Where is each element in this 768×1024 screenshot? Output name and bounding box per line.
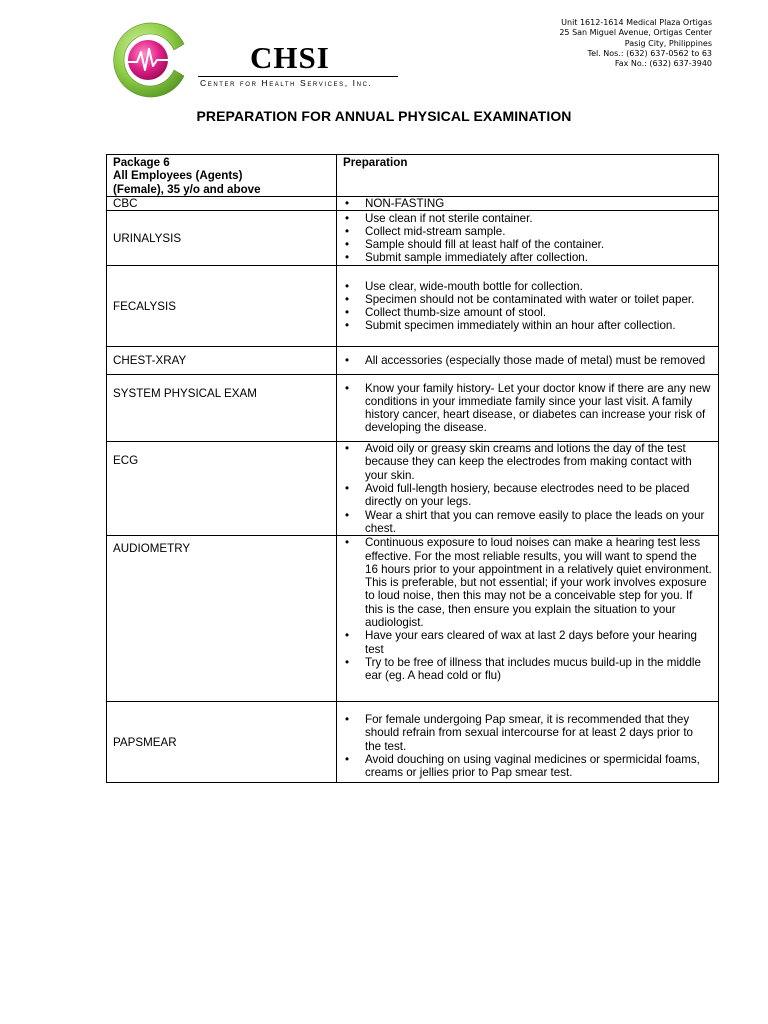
test-name: PAPSMEAR — [107, 702, 337, 783]
table-row — [107, 536, 719, 702]
table-row — [107, 347, 719, 375]
preparation-table — [106, 154, 719, 783]
table-row — [107, 196, 719, 210]
preparation-cell — [337, 266, 719, 347]
list-item: • Avoid full-length hosiery, because electrodes need to be placed directly on your legs. — [343, 482, 712, 509]
address-line: 25 San Miguel Avenue, Ortigas Center — [559, 28, 712, 38]
test-name: SYSTEM PHYSICAL EXAM — [107, 375, 337, 442]
list-item: • Continuous exposure to loud noises can make a hearing test less effective. For the most reliable results, you will want to spend the 16 hours prior to your appointment in a relatively quiet environment. This is preferable, but not essential; if your work involves exposure to loud noise, then this may not be a conceivable step for you. If this is the case, then ensure you explain the situation to your audiologist. — [343, 536, 712, 629]
table-row — [107, 442, 719, 536]
preparation-header: Preparation — [337, 155, 719, 197]
preparation-cell — [337, 536, 719, 702]
package-criteria: (Female), 35 y/o and above — [113, 182, 261, 196]
brand-subtitle: Center for Health Services, Inc. — [200, 78, 373, 88]
company-address — [559, 18, 712, 69]
list-item: • Collect mid-stream sample. — [343, 225, 712, 238]
test-name: CHEST-XRAY — [107, 347, 337, 375]
brand-divider — [198, 76, 398, 77]
preparation-cell — [337, 347, 719, 375]
list-item: • Know your family history- Let your doctor know if there are any new conditions in your immediate family since your last visit. A family history cancer, heart disease, or diabetes can increase your risk of developing the disease. — [343, 382, 712, 435]
test-name: AUDIOMETRY — [107, 536, 337, 702]
preparation-cell — [337, 375, 719, 442]
list-item: • Sample should fill at least half of the container. — [343, 238, 712, 251]
test-name: URINALYSIS — [107, 211, 337, 266]
fax-line: Fax No.: (632) 637-3940 — [614, 59, 712, 69]
list-item: • NON-FASTING — [343, 197, 712, 210]
list-item: • Submit sample immediately after collection. — [343, 251, 712, 264]
table-row — [107, 702, 719, 783]
list-item: • Wear a shirt that you can remove easily to place the leads on your chest. — [343, 509, 712, 536]
test-name: FECALYSIS — [107, 266, 337, 347]
preparation-cell — [337, 442, 719, 536]
table-row — [107, 266, 719, 347]
table-header-row — [107, 155, 719, 197]
tel-line: Tel. Nos.: (632) 637-0562 to 63 — [587, 48, 712, 58]
table-row — [107, 211, 719, 266]
test-name: ECG — [107, 442, 337, 536]
address-line: Pasig City, Philippines — [624, 38, 712, 48]
table-row — [107, 375, 719, 442]
preparation-cell — [337, 211, 719, 266]
list-item: • Submit specimen immediately within an hour after collection. — [343, 319, 712, 332]
package-audience: All Employees (Agents) — [113, 169, 243, 183]
list-item: • Collect thumb-size amount of stool. — [343, 306, 712, 319]
list-item: • Avoid oily or greasy skin creams and lotions the day of the test because they can keep the electrodes from making contact with your skin. — [343, 442, 712, 482]
list-item: • Have your ears cleared of wax at last 2 days before your hearing test — [343, 629, 712, 656]
test-name: CBC — [107, 196, 337, 210]
list-item: • For female undergoing Pap smear, it is recommended that they should refrain from sexual intercourse for at least 2 days prior to the test. — [343, 713, 712, 753]
brand-name: CHSI — [250, 40, 330, 75]
list-item: • Specimen should not be contaminated with water or toilet paper. — [343, 293, 712, 306]
address-line: Unit 1612-1614 Medical Plaza Ortigas — [561, 18, 712, 27]
company-logo — [104, 22, 404, 98]
list-item: • All accessories (especially those made of metal) must be removed — [343, 354, 712, 367]
list-item: • Avoid douching on using vaginal medicines or spermicidal foams, creams or jellies prior to Pap smear test. — [343, 753, 712, 780]
document-title: PREPARATION FOR ANNUAL PHYSICAL EXAMINATION — [196, 108, 572, 124]
package-header — [107, 155, 337, 197]
preparation-cell — [337, 702, 719, 783]
list-item: • Use clear, wide-mouth bottle for collection. — [343, 280, 712, 293]
list-item: • Use clean if not sterile container. — [343, 212, 712, 225]
chsi-logo-icon — [104, 22, 194, 98]
list-item: • Try to be free of illness that includes mucus build-up in the middle ear (eg. A head cold or flu) — [343, 656, 712, 683]
package-name: Package 6 — [113, 156, 170, 169]
preparation-cell — [337, 196, 719, 210]
